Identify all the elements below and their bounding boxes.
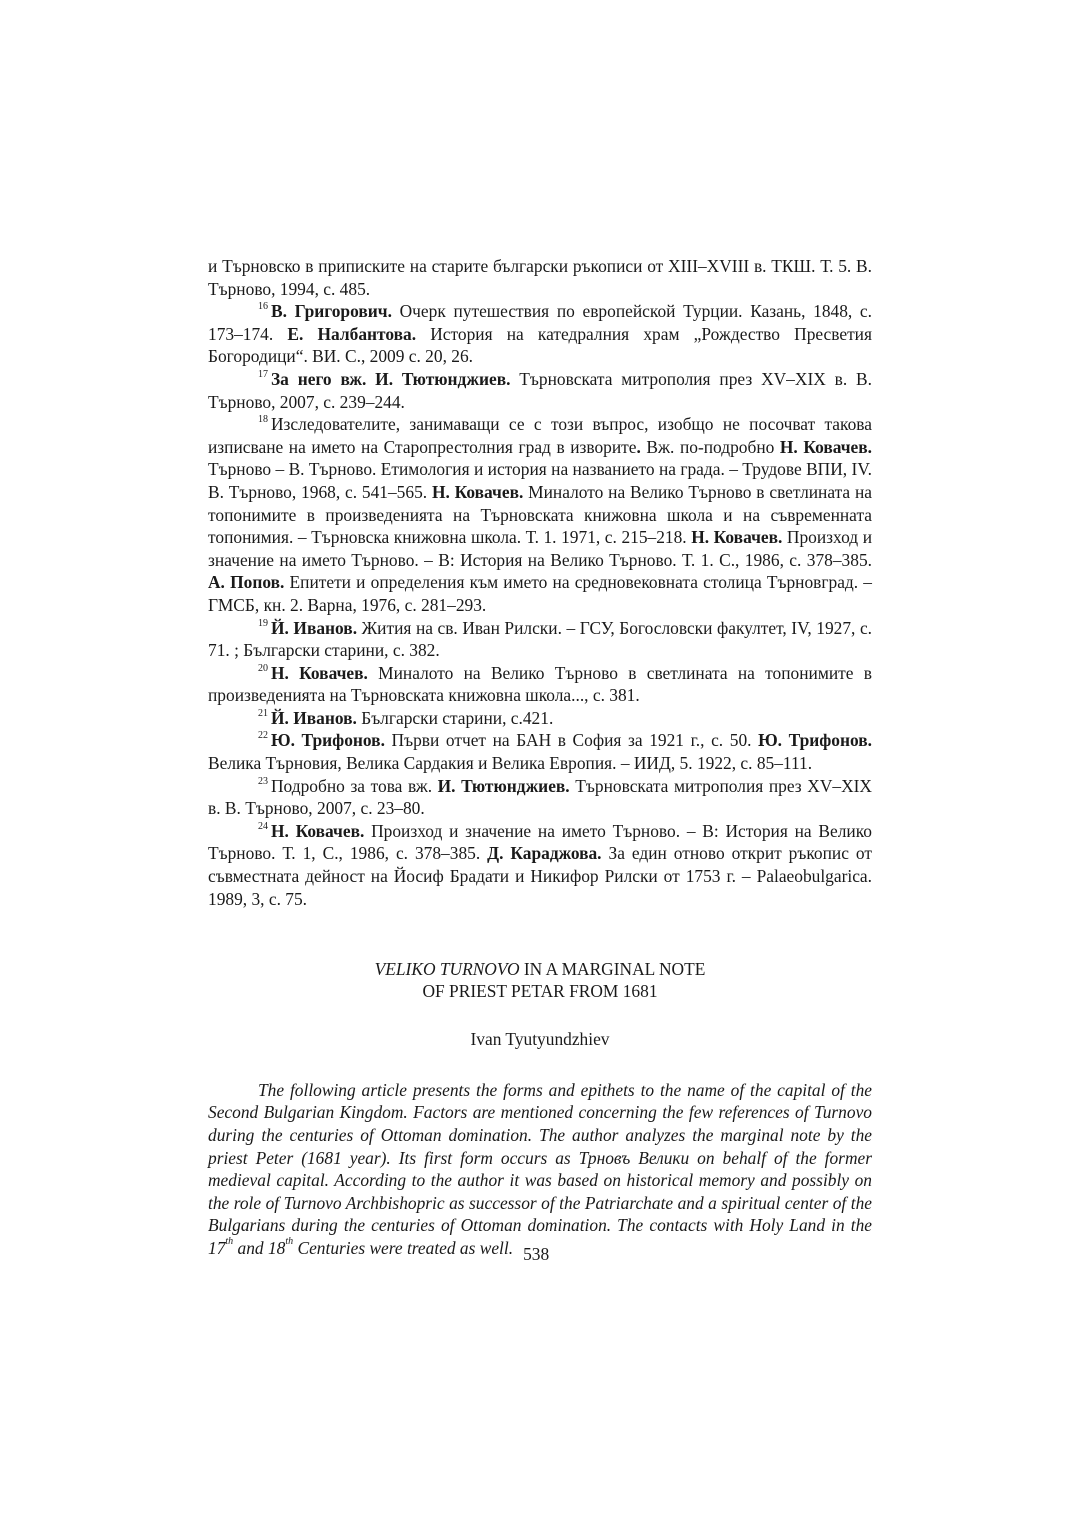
footnote-author-name: Д. Караджова. bbox=[487, 843, 602, 864]
footnote-number: 23 bbox=[258, 775, 268, 787]
footnote-text: Търновската митрополия през XV–XIX в. В. Търново, 2007, с. 23–80. bbox=[208, 775, 872, 819]
summary-abstract bbox=[208, 1079, 872, 1264]
footnote-text: и Търновско в приписките на старите български ръкописи от XIII–XVIII в. ТКШ. Т. 5. В. Търново, 1994, с. 485. bbox=[208, 256, 872, 299]
footnote-text: История на катедралния храм „Рождество Пресветия Богородици“. ВИ. С., 2009 с. 20, 26. bbox=[208, 323, 872, 367]
footnote-number: 21 bbox=[258, 707, 268, 719]
footnote-text: За един отново открит ръкопис от съвместната дейност на Йосиф Брадати и Никифор Рилски от 1753 г. – Palaeobulgarica. 1989, 3, с. 75. bbox=[208, 843, 872, 909]
footnote-text: Подробно за това вж. bbox=[271, 775, 438, 796]
summary-title-line-1 bbox=[208, 958, 872, 980]
footnote-16 bbox=[208, 300, 872, 368]
footnote-author-name: За него вж. И. Тютюнджиев. bbox=[271, 368, 511, 389]
footnote-number: 24 bbox=[258, 820, 268, 832]
footnote-author-name: А. Попов. bbox=[208, 572, 285, 593]
superscript-th-1: th bbox=[225, 1235, 234, 1247]
footnote-19 bbox=[208, 617, 872, 662]
footnote-text: Произход и значение на името Търново. – В: История на Велико Търново. Т. 1, С., 1986, с. 378–385. bbox=[208, 820, 872, 864]
summary-title bbox=[208, 958, 872, 1002]
footnote-text: Търновската митрополия през XV–XIX в. В. Търново, 2007, с. 239–244. bbox=[208, 368, 873, 412]
footnote-text: Очерк путешествия по европейской Турции. Казань, 1848, с. 173–174. bbox=[208, 301, 872, 344]
footnote-author-name: Е. Налбантова. bbox=[287, 323, 417, 344]
footnote-18 bbox=[208, 413, 872, 616]
footnote-author-name: Ю. Трифонов. bbox=[271, 730, 385, 751]
footnote-text: Жития на св. Иван Рилски. – ГСУ, Богословски факултет, IV, 1927, с. 71. ; Български старини, с. 382. bbox=[208, 617, 873, 661]
footnote-text: Вж. по-подробно bbox=[640, 436, 780, 457]
footnote-continued bbox=[208, 255, 872, 300]
footnote-author-name: Н. Ковачев. bbox=[271, 820, 365, 841]
summary-author: Ivan Tyutyundzhiev bbox=[470, 1029, 610, 1050]
footnote-text: Първи отчет на БАН в София за 1921 г., с. 50. bbox=[384, 730, 759, 751]
footnote-text: Изследователите, занимаващи се с този въпрос, изобщо не посочват такова изписване на името на Старопрестолния град в изворите bbox=[208, 414, 872, 457]
footnote-author-name: В. Григорович. bbox=[271, 301, 392, 322]
summary-title-rest: IN A MARGINAL NOTE bbox=[519, 959, 706, 980]
footnote-text: Миналото на Велико Търново в светлината на топонимите в произведенията на Търновската книжовна школа..., с. 381. bbox=[208, 662, 872, 706]
summary-title-italic: VELIKO TURNOVO bbox=[374, 959, 520, 980]
footnote-author-name: Н. Ковачев. bbox=[271, 662, 368, 683]
footnote-text: Велика Търновия, Велика Сардакия и Велика Европия. – ИИД, 5. 1922, с. 85–111. bbox=[208, 753, 813, 774]
footnote-author-name: Н. Ковачев. bbox=[779, 436, 873, 457]
footnote-23 bbox=[208, 775, 872, 820]
footnote-author-name: Н. Ковачев. bbox=[431, 481, 524, 502]
footnote-number: 17 bbox=[258, 368, 268, 380]
footnote-number: 22 bbox=[258, 730, 268, 742]
footnote-author-name: Ю. Трифонов. bbox=[758, 730, 873, 751]
footnote-17 bbox=[208, 368, 872, 413]
footnote-text: Миналото на Велико Търново в светлината на топонимите в произведенията на Търновската книжовна школа и на съвременната топонимия. – Търновска книжовна школа. Т. 1. 1971, с. 215–218. bbox=[208, 481, 873, 548]
footnotes-list bbox=[208, 255, 872, 910]
footnote-text: Търново – В. Търново. Етимология и история на названието на града. – Трудове ВПИ, IV. В. Търново, 1968, с. 541–565. bbox=[208, 459, 872, 502]
footnote-number: 18 bbox=[258, 414, 268, 426]
page-content bbox=[208, 255, 873, 1264]
footnote-21 bbox=[208, 707, 872, 730]
footnote-24 bbox=[208, 820, 872, 910]
abstract-main-text: The following article presents the forms and epithets to the name of the capital of the Second Bulgarian Kingdom. Factors are mentioned concerning the few references of Turnovo during the centuries of Ottoman domination. The author analyzes the marginal note by the priest Peter (1681 year). Its first form occurs as Трновъ Велики on behalf of the former medieval capital. According to the author it was based on historical memory and possibly on the role of Turnovo Archbishopric as successor of the Patriarchate and a spiritual center of the Bulgarians during the centuries of Ottoman domination. The contacts with Holy Land in the 17 bbox=[208, 1079, 872, 1258]
summary-title-line-2: OF PRIEST PETAR FROM 1681 bbox=[422, 981, 658, 1002]
footnote-20 bbox=[208, 662, 872, 707]
abstract-and-text: and 18 bbox=[233, 1237, 286, 1258]
footnote-author-name: Н. Ковачев. bbox=[691, 527, 783, 548]
footnote-author-name: Й. Иванов. bbox=[271, 707, 357, 728]
footnote-text: Български старини, с.421. bbox=[356, 707, 554, 728]
footnote-number: 16 bbox=[258, 301, 268, 313]
footnote-text: Епитети и определения към името на средновековната столица Търновград. – ГМСБ, кн. 2. Варна, 1976, с. 281–293. bbox=[208, 572, 873, 615]
footnote-author-name: . bbox=[636, 436, 641, 457]
abstract-end-text: Centuries were treated as well. bbox=[293, 1237, 514, 1258]
footnote-number: 19 bbox=[258, 617, 268, 629]
footnote-author-name: Й. Иванов. bbox=[271, 617, 358, 638]
footnote-author-name: И. Тютюнджиев. bbox=[437, 775, 570, 796]
page-number: 538 bbox=[523, 1243, 550, 1264]
superscript-th-2: th bbox=[285, 1235, 294, 1247]
footnote-22 bbox=[208, 729, 872, 774]
footnote-text: Произход и значение на името Търново. – В: История на Велико Търново. Т. 1. С., 1986, с. 378–385. bbox=[208, 527, 872, 570]
footnote-number: 20 bbox=[258, 662, 268, 674]
